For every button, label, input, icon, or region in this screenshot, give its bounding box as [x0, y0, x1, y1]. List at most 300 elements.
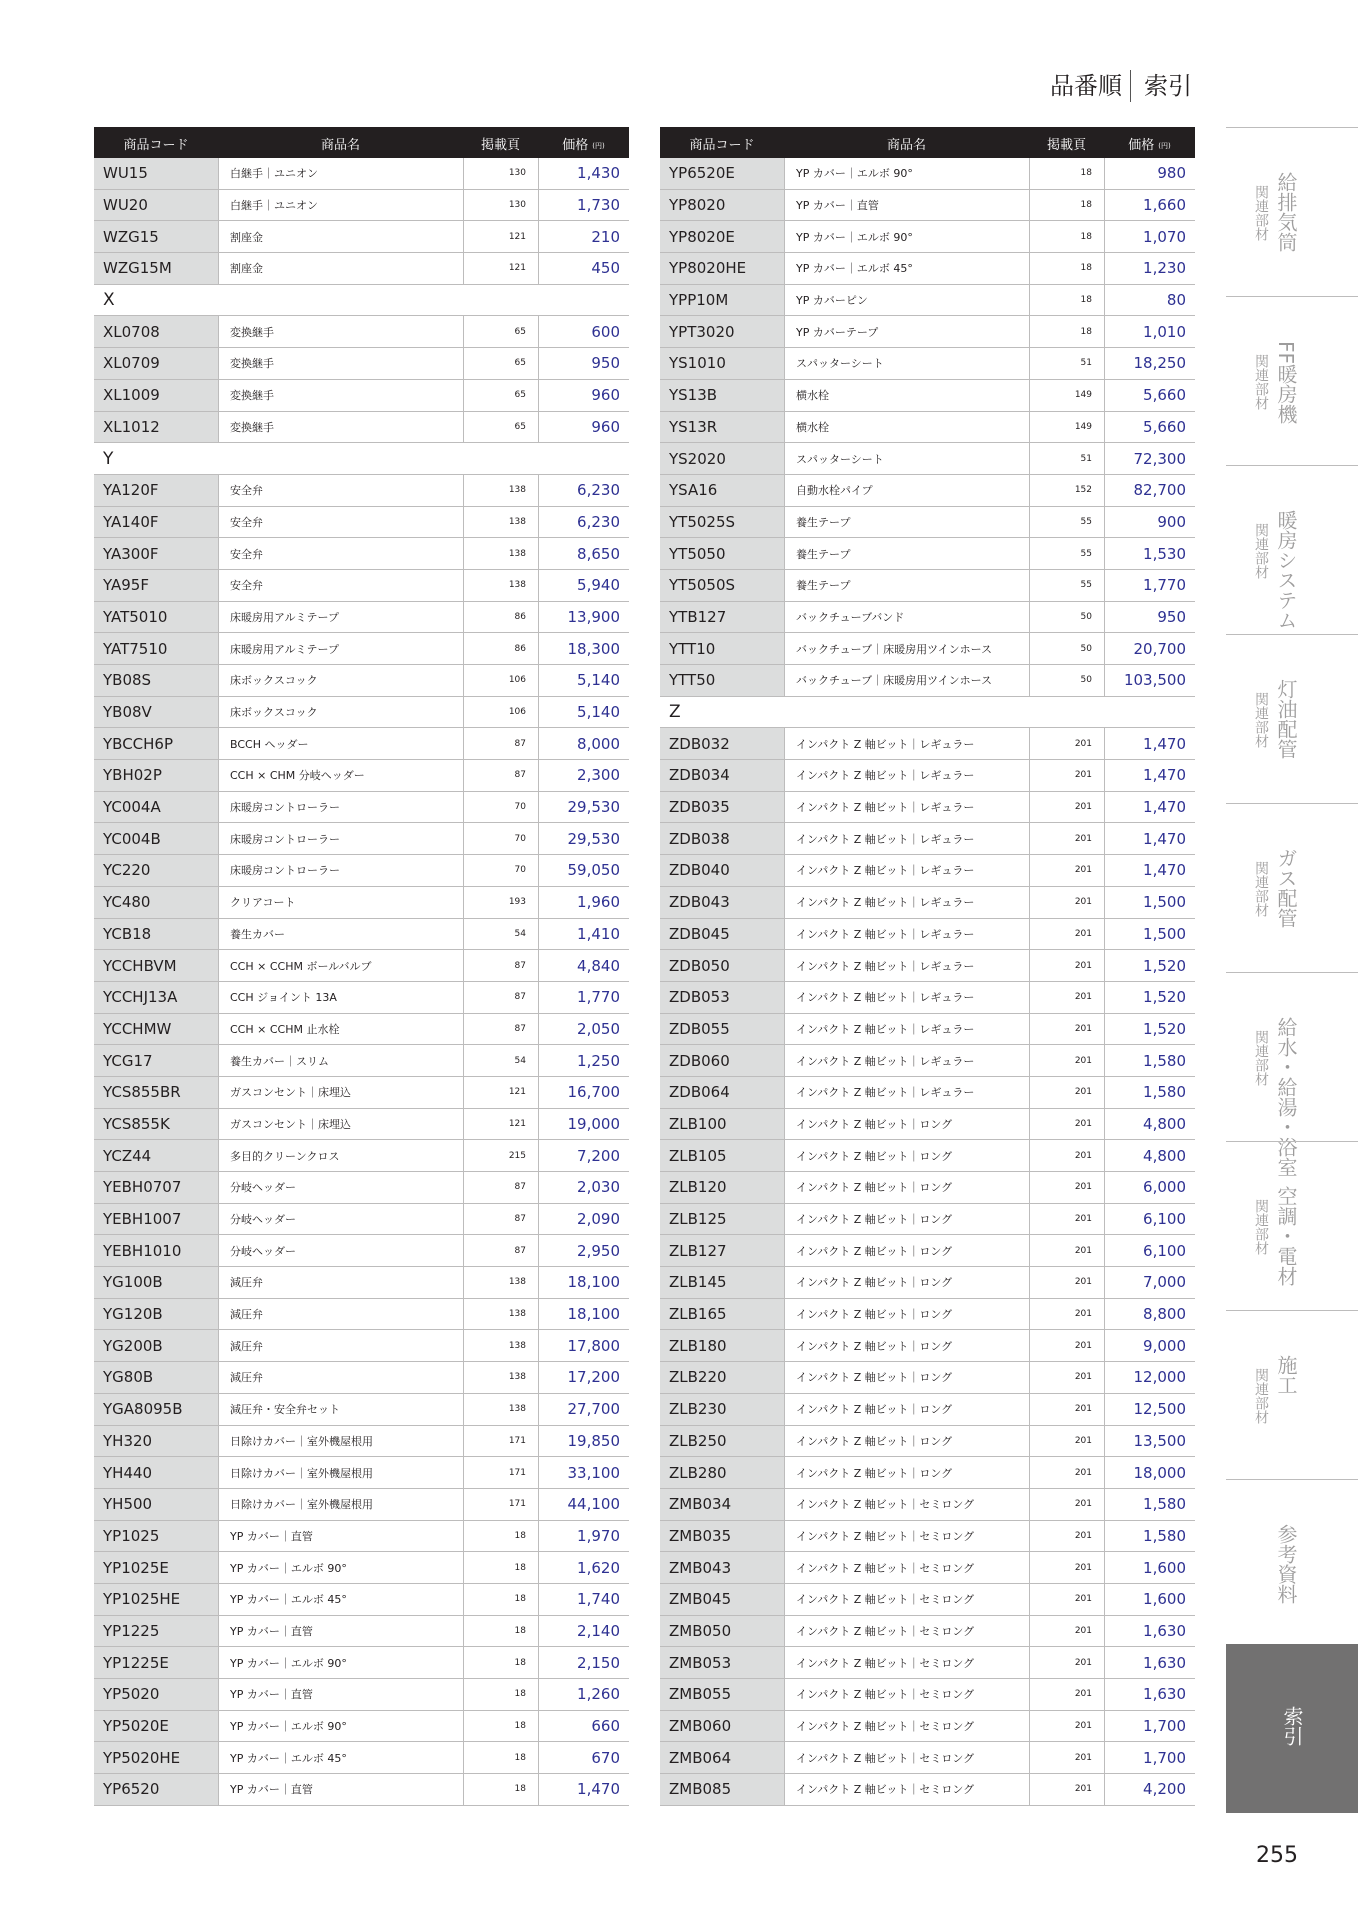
- price-value: 660: [538, 1711, 629, 1742]
- product-code: YCG17: [94, 1045, 218, 1076]
- product-name: インパクト Z 軸ビット｜ロング: [784, 1426, 1029, 1457]
- product-name: 横水栓: [784, 412, 1029, 443]
- product-code: WZG15M: [94, 253, 218, 284]
- page-ref: 201: [1029, 1489, 1104, 1520]
- price-value: 1,250: [538, 1045, 629, 1076]
- page-ref: 201: [1029, 1362, 1104, 1393]
- table-row: [660, 1204, 1195, 1236]
- page-ref: 201: [1029, 1711, 1104, 1742]
- product-code: ZDB038: [660, 823, 784, 854]
- price-value: 2,030: [538, 1172, 629, 1203]
- price-value: 72,300: [1104, 443, 1195, 474]
- table-row: [94, 1045, 629, 1077]
- sidenav-item[interactable]: [1226, 1141, 1358, 1310]
- table-row: [94, 1584, 629, 1616]
- product-name: インパクト Z 軸ビット｜レギュラー: [784, 823, 1029, 854]
- page-ref: 201: [1029, 1235, 1104, 1266]
- page-ref: 18: [463, 1647, 538, 1678]
- sidenav-item[interactable]: [1226, 972, 1358, 1177]
- product-code: YTT50: [660, 665, 784, 696]
- page-ref: 201: [1029, 792, 1104, 823]
- product-name: インパクト Z 軸ビット｜セミロング: [784, 1521, 1029, 1552]
- product-name: インパクト Z 軸ビット｜レギュラー: [784, 1045, 1029, 1076]
- index-table-left: [94, 127, 629, 1806]
- page-ref: 87: [463, 1014, 538, 1045]
- product-name: 減圧弁: [218, 1330, 463, 1361]
- price-value: 1,620: [538, 1552, 629, 1583]
- price-value: 80: [1104, 285, 1195, 316]
- product-name: YP カバー｜直管: [218, 1521, 463, 1552]
- product-code: ZLB105: [660, 1140, 784, 1171]
- product-name: インパクト Z 軸ビット｜レギュラー: [784, 982, 1029, 1013]
- sidenav-item-label: 給排気筒: [1274, 172, 1298, 252]
- table-row: [94, 1679, 629, 1711]
- page-ref: 171: [463, 1426, 538, 1457]
- price-value: 1,470: [1104, 823, 1195, 854]
- product-name: CCH ジョイント 13A: [218, 982, 463, 1013]
- product-code: YH500: [94, 1489, 218, 1520]
- price-value: 5,660: [1104, 380, 1195, 411]
- product-code: YP1025: [94, 1521, 218, 1552]
- table-row: [660, 1394, 1195, 1426]
- table-row: [660, 1140, 1195, 1172]
- page-ref: 87: [463, 1204, 538, 1235]
- product-code: ZDB043: [660, 887, 784, 918]
- page-ref: 18: [463, 1742, 538, 1773]
- product-code: ZMB053: [660, 1647, 784, 1678]
- table-row: [94, 412, 629, 444]
- page-ref: 121: [463, 221, 538, 252]
- product-name: インパクト Z 軸ビット｜ロング: [784, 1394, 1029, 1425]
- page-ref: 130: [463, 190, 538, 221]
- col-name-header: 商品名: [320, 138, 360, 153]
- sidenav-item[interactable]: [1226, 127, 1358, 296]
- page-ref: 201: [1029, 1045, 1104, 1076]
- page-ref: 138: [463, 475, 538, 506]
- page-ref: 18: [463, 1616, 538, 1647]
- table-row: [94, 1616, 629, 1648]
- price-value: 1,600: [1104, 1584, 1195, 1615]
- sidenav-item[interactable]: [1226, 1479, 1358, 1648]
- page-ref: 121: [463, 1077, 538, 1108]
- col-code-header: 商品コード: [689, 138, 755, 153]
- sidenav-item-sublabel: 関連部材: [1253, 1199, 1269, 1255]
- table-row: [660, 1616, 1195, 1648]
- price-value: 17,200: [538, 1362, 629, 1393]
- price-value: 600: [538, 316, 629, 347]
- table-row: [660, 190, 1195, 222]
- sidenav-item-sublabel: 関連部材: [1253, 1030, 1269, 1086]
- table-row: [660, 633, 1195, 665]
- page-ref: 86: [463, 602, 538, 633]
- product-name: インパクト Z 軸ビット｜セミロング: [784, 1742, 1029, 1773]
- page-ref: 87: [463, 760, 538, 791]
- table-row: [660, 919, 1195, 951]
- price-value: 1,630: [1104, 1616, 1195, 1647]
- product-name: 日除けカバー｜室外機屋根用: [218, 1457, 463, 1488]
- product-code: YS13R: [660, 412, 784, 443]
- product-name: 減圧弁: [218, 1362, 463, 1393]
- product-name: バックチューブ｜床暖房用ツインホース: [784, 633, 1029, 664]
- page-ref: 65: [463, 316, 538, 347]
- price-value: 8,000: [538, 728, 629, 759]
- table-row: [660, 1235, 1195, 1267]
- product-name: 変換継手: [218, 316, 463, 347]
- table-row: [660, 855, 1195, 887]
- table-row: [660, 570, 1195, 602]
- price-value: 19,000: [538, 1109, 629, 1140]
- sidenav-item-label: 空調・電材: [1274, 1186, 1298, 1286]
- table-row: [94, 1109, 629, 1141]
- product-name: 養生テープ: [784, 538, 1029, 569]
- table-row: [660, 1267, 1195, 1299]
- product-code: YC220: [94, 855, 218, 886]
- table-row: [94, 950, 629, 982]
- product-code: YG100B: [94, 1267, 218, 1298]
- product-name: インパクト Z 軸ビット｜ロング: [784, 1204, 1029, 1235]
- product-code: YCB18: [94, 919, 218, 950]
- table-row: [660, 158, 1195, 190]
- product-code: YP6520E: [660, 158, 784, 189]
- price-value: 7,200: [538, 1140, 629, 1171]
- table-row: [94, 316, 629, 348]
- product-name: インパクト Z 軸ビット｜ロング: [784, 1140, 1029, 1171]
- price-value: 1,470: [1104, 760, 1195, 791]
- page-ref: 201: [1029, 1172, 1104, 1203]
- page-ref: 215: [463, 1140, 538, 1171]
- product-name: CCH × CCHM ボールバルブ: [218, 950, 463, 981]
- product-code: XL1009: [94, 380, 218, 411]
- product-name: インパクト Z 軸ビット｜ロング: [784, 1330, 1029, 1361]
- price-value: 1,230: [1104, 253, 1195, 284]
- sidenav-item-label: 参考資料: [1274, 1524, 1298, 1604]
- page-ref: 201: [1029, 1267, 1104, 1298]
- sidenav-item-sublabel: 関連部材: [1253, 185, 1269, 241]
- table-row: [660, 760, 1195, 792]
- page-ref: 18: [463, 1584, 538, 1615]
- product-code: YG200B: [94, 1330, 218, 1361]
- price-value: 1,600: [1104, 1552, 1195, 1583]
- product-code: ZDB050: [660, 950, 784, 981]
- price-value: 950: [1104, 602, 1195, 633]
- product-code: YG80B: [94, 1362, 218, 1393]
- product-name: 安全弁: [218, 475, 463, 506]
- product-name: インパクト Z 軸ビット｜レギュラー: [784, 1077, 1029, 1108]
- product-code: ZLB250: [660, 1426, 784, 1457]
- table-row: [94, 158, 629, 190]
- product-name: 自動水栓パイプ: [784, 475, 1029, 506]
- product-code: YG120B: [94, 1299, 218, 1330]
- product-name: インパクト Z 軸ビット｜ロング: [784, 1457, 1029, 1488]
- page-ref: 51: [1029, 443, 1104, 474]
- product-name: 床ボックスコック: [218, 697, 463, 728]
- product-code: YH320: [94, 1426, 218, 1457]
- product-name: YP カバー｜直管: [218, 1616, 463, 1647]
- product-name: 日除けカバー｜室外機屋根用: [218, 1489, 463, 1520]
- page-ref: 138: [463, 1394, 538, 1425]
- section-header-row: [94, 285, 629, 317]
- product-code: YGA8095B: [94, 1394, 218, 1425]
- price-value: 960: [538, 412, 629, 443]
- table-row: [94, 1394, 629, 1426]
- product-code: ZDB055: [660, 1014, 784, 1045]
- page-ref: 201: [1029, 1077, 1104, 1108]
- page-ref: 138: [463, 570, 538, 601]
- product-name: YP カバー｜エルボ 90°: [218, 1711, 463, 1742]
- sidenav-item-label: ガス配管: [1274, 848, 1298, 928]
- page-ref: 54: [463, 919, 538, 950]
- product-name: バックチューブ｜床暖房用ツインホース: [784, 665, 1029, 696]
- table-row: [660, 348, 1195, 380]
- product-name: YP カバー｜エルボ 45°: [784, 253, 1029, 284]
- product-name: YP カバー｜エルボ 90°: [218, 1647, 463, 1678]
- page-ref: 201: [1029, 1426, 1104, 1457]
- page-ref: 201: [1029, 950, 1104, 981]
- table-row: [660, 316, 1195, 348]
- page-ref: 193: [463, 887, 538, 918]
- table-row: [660, 1426, 1195, 1458]
- table-row: [660, 665, 1195, 697]
- price-value: 980: [1104, 158, 1195, 189]
- sidenav-item[interactable]: [1226, 296, 1358, 465]
- col-price-header: 価格 (円): [1128, 138, 1171, 153]
- page-ref: 18: [1029, 190, 1104, 221]
- product-code: YP1225: [94, 1616, 218, 1647]
- product-code: ZMB050: [660, 1616, 784, 1647]
- product-name: 日除けカバー｜室外機屋根用: [218, 1426, 463, 1457]
- page-ref: 18: [463, 1774, 538, 1805]
- product-name: CCH × CHM 分岐ヘッダー: [218, 760, 463, 791]
- table-row: [94, 1457, 629, 1489]
- product-name: YP カバー｜直管: [784, 190, 1029, 221]
- product-code: ZDB040: [660, 855, 784, 886]
- product-code: XL1012: [94, 412, 218, 443]
- table-row: [660, 412, 1195, 444]
- table-row: [94, 1267, 629, 1299]
- page-ref: 201: [1029, 1299, 1104, 1330]
- table-row: [660, 1647, 1195, 1679]
- price-value: 450: [538, 253, 629, 284]
- price-value: 1,070: [1104, 221, 1195, 252]
- table-row: [94, 602, 629, 634]
- product-code: YA300F: [94, 538, 218, 569]
- product-code: XL0709: [94, 348, 218, 379]
- product-name: 安全弁: [218, 570, 463, 601]
- price-value: 1,580: [1104, 1489, 1195, 1520]
- page-ref: 55: [1029, 507, 1104, 538]
- product-name: 養生テープ: [784, 507, 1029, 538]
- product-code: ZLB125: [660, 1204, 784, 1235]
- product-name: 床暖房用アルミテープ: [218, 602, 463, 633]
- page-ref: 106: [463, 697, 538, 728]
- price-value: 1,770: [538, 982, 629, 1013]
- price-unit: (円): [1158, 141, 1171, 150]
- page-ref: 201: [1029, 1584, 1104, 1615]
- page-ref: 86: [463, 633, 538, 664]
- product-name: 養生テープ: [784, 570, 1029, 601]
- header-primary: 品番順: [1050, 72, 1122, 100]
- price-value: 1,730: [538, 190, 629, 221]
- page-ref: 18: [1029, 316, 1104, 347]
- product-name: インパクト Z 軸ビット｜ロング: [784, 1362, 1029, 1393]
- product-code: YEBH0707: [94, 1172, 218, 1203]
- product-name: 白継手｜ユニオン: [218, 190, 463, 221]
- table-row: [94, 570, 629, 602]
- page-ref: 18: [1029, 158, 1104, 189]
- page-ref: 201: [1029, 1774, 1104, 1805]
- product-name: 変換継手: [218, 412, 463, 443]
- product-code: ZMB034: [660, 1489, 784, 1520]
- product-name: YP カバー｜エルボ 90°: [784, 221, 1029, 252]
- page-ref: 18: [1029, 253, 1104, 284]
- table-row: [660, 1521, 1195, 1553]
- price-value: 1,500: [1104, 919, 1195, 950]
- page-ref: 18: [463, 1521, 538, 1552]
- table-header: [660, 127, 1195, 158]
- table-row: [660, 507, 1195, 539]
- table-row: [94, 1330, 629, 1362]
- table-row: [660, 728, 1195, 760]
- section-letter: Z: [669, 702, 681, 723]
- product-name: インパクト Z 軸ビット｜レギュラー: [784, 792, 1029, 823]
- price-value: 2,300: [538, 760, 629, 791]
- product-code: YT5025S: [660, 507, 784, 538]
- price-value: 6,230: [538, 507, 629, 538]
- page-ref: 201: [1029, 919, 1104, 950]
- table-row: [94, 1140, 629, 1172]
- product-code: YTB127: [660, 602, 784, 633]
- page-ref: 50: [1029, 633, 1104, 664]
- table-row: [660, 380, 1195, 412]
- product-name: 床暖房コントローラー: [218, 855, 463, 886]
- table-row: [94, 1489, 629, 1521]
- product-code: ZMB045: [660, 1584, 784, 1615]
- price-value: 1,970: [538, 1521, 629, 1552]
- price-value: 2,140: [538, 1616, 629, 1647]
- table-row: [660, 1299, 1195, 1331]
- product-name: YP カバー｜エルボ 45°: [218, 1584, 463, 1615]
- price-value: 1,470: [1104, 792, 1195, 823]
- table-row: [94, 1299, 629, 1331]
- product-name: ガスコンセント｜床埋込: [218, 1109, 463, 1140]
- page-ref: 18: [463, 1679, 538, 1710]
- page-ref: 51: [1029, 348, 1104, 379]
- price-value: 1,580: [1104, 1077, 1195, 1108]
- product-code: YAT5010: [94, 602, 218, 633]
- page-ref: 201: [1029, 1109, 1104, 1140]
- price-value: 1,010: [1104, 316, 1195, 347]
- price-value: 4,840: [538, 950, 629, 981]
- page-ref: 106: [463, 665, 538, 696]
- table-row: [94, 1426, 629, 1458]
- product-name: インパクト Z 軸ビット｜ロング: [784, 1235, 1029, 1266]
- price-value: 2,090: [538, 1204, 629, 1235]
- table-row: [660, 475, 1195, 507]
- product-name: 変換継手: [218, 380, 463, 411]
- product-code: YC004A: [94, 792, 218, 823]
- product-name: インパクト Z 軸ビット｜セミロング: [784, 1489, 1029, 1520]
- page-ref: 201: [1029, 1457, 1104, 1488]
- price-value: 1,520: [1104, 950, 1195, 981]
- page-ref: 171: [463, 1489, 538, 1520]
- sidenav-item[interactable]: [1226, 465, 1358, 634]
- page-ref: 138: [463, 1267, 538, 1298]
- table-row: [660, 538, 1195, 570]
- table-row: [660, 1552, 1195, 1584]
- section-header-row: [660, 697, 1195, 729]
- sidenav-item[interactable]: [1226, 634, 1358, 803]
- product-code: YEBH1010: [94, 1235, 218, 1266]
- product-name: YP カバー｜エルボ 45°: [218, 1742, 463, 1773]
- sidenav-item[interactable]: [1226, 1310, 1358, 1479]
- table-row: [94, 348, 629, 380]
- table-row: [94, 507, 629, 539]
- sidenav-item-index[interactable]: [1226, 1644, 1358, 1813]
- price-value: 18,300: [538, 633, 629, 664]
- price-value: 18,100: [538, 1299, 629, 1330]
- sidenav-item[interactable]: [1226, 803, 1358, 972]
- page-ref: 201: [1029, 760, 1104, 791]
- price-value: 900: [1104, 507, 1195, 538]
- page-ref: 87: [463, 1235, 538, 1266]
- page-ref: 50: [1029, 602, 1104, 633]
- sidenav-item-sublabel: 関連部材: [1253, 861, 1269, 917]
- price-value: 5,660: [1104, 412, 1195, 443]
- page-ref: 171: [463, 1457, 538, 1488]
- price-value: 59,050: [538, 855, 629, 886]
- price-value: 1,470: [1104, 728, 1195, 759]
- table-row: [660, 1330, 1195, 1362]
- product-code: ZDB064: [660, 1077, 784, 1108]
- page-ref: 138: [463, 507, 538, 538]
- price-value: 13,500: [1104, 1426, 1195, 1457]
- product-code: YP6520: [94, 1774, 218, 1805]
- page-ref: 138: [463, 538, 538, 569]
- product-code: YA120F: [94, 475, 218, 506]
- page-ref: 201: [1029, 982, 1104, 1013]
- product-code: YS2020: [660, 443, 784, 474]
- price-value: 2,950: [538, 1235, 629, 1266]
- price-value: 8,650: [538, 538, 629, 569]
- table-row: [660, 982, 1195, 1014]
- price-value: 1,660: [1104, 190, 1195, 221]
- page-ref: 70: [463, 792, 538, 823]
- sidenav-item-label: 灯油配管: [1274, 679, 1298, 759]
- table-row: [660, 1489, 1195, 1521]
- product-name: 横水栓: [784, 380, 1029, 411]
- sidenav-item-label: 給水・給湯・浴室: [1274, 1017, 1298, 1177]
- table-row: [94, 855, 629, 887]
- product-code: YT5050: [660, 538, 784, 569]
- page-ref: 201: [1029, 1204, 1104, 1235]
- price-value: 29,530: [538, 823, 629, 854]
- price-value: 1,630: [1104, 1647, 1195, 1678]
- product-code: XL0708: [94, 316, 218, 347]
- table-row: [660, 1362, 1195, 1394]
- product-name: インパクト Z 軸ビット｜ロング: [784, 1109, 1029, 1140]
- product-code: YA140F: [94, 507, 218, 538]
- product-name: YP カバー｜直管: [218, 1774, 463, 1805]
- product-code: YPT3020: [660, 316, 784, 347]
- product-name: YP カバーピン: [784, 285, 1029, 316]
- table-row: [94, 1774, 629, 1806]
- product-code: ZLB127: [660, 1235, 784, 1266]
- product-code: ZLB100: [660, 1109, 784, 1140]
- page-ref: 54: [463, 1045, 538, 1076]
- price-value: 1,260: [538, 1679, 629, 1710]
- sidenav-item-sublabel: 関連部材: [1253, 692, 1269, 748]
- sidenav-item-label: 施工: [1274, 1355, 1298, 1395]
